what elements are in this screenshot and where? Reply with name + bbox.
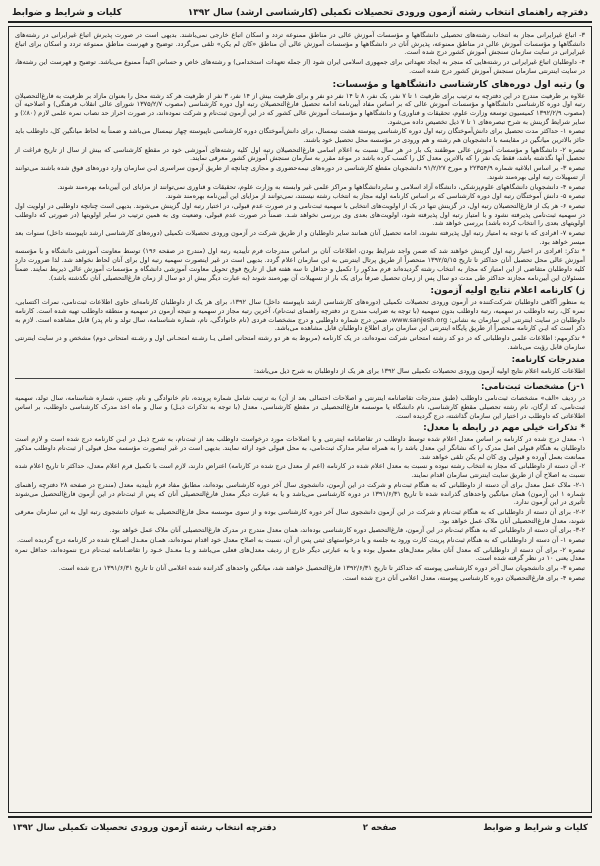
note-6: تبصره ۶- هر یک از فارغ‌التحصیلان رتبه اول، در گزینش تنها در یک از اولویت‌های انتخابی با سهمیه ثبت‌نامی و در صورت عدم قبولی، در اختیار رتبه اول گزینش می‌شوند. بدیهی است چنانچه داوطلبی در اولویت اول در سهمیه ثبت‌نامی پذیرفته نشود و با امتیاز رتبه اول پذیرفته شود، اولویت‌های بعدی وی بررسی نخواهد شـد. ضمناً در صورت عدم قبولی، وضعیت وی به همین ترتیب در سایر اولویتها (در صورتی که داوطلب اولویتهای بعدی را انتخاب کرده باشد) بررسی خواهد شد. [15,201,585,228]
note-2: تبصره ۲- دانشگاهها و مؤسسات آموزش عالی موظفند یک بار در هر سال نسبت به اعلام اسامی فارغ‌التحصیلان رتبه اول کلیه رشته‌های آموزشی خود در مقطع کارشناسی که بیش از سال از تاریخ فراغت از تحصیل آنها نگذشته باشد، فقط یک نفر را که بالاترین معدل کل را کسب کرده باشد در موعد مقرر به سازمان سنجش آموزش کشور معرفی نمایند. [15,145,585,163]
footer-title: دفترچه انتخاب رشته آزمون ورودی تحصیلات تکمیلی سال ۱۳۹۲ [12,823,277,833]
paragraph-registration-info: در ردیف «الف» مشخصات ثبت‌نامی داوطلب (طبق مندرجات تقاضانامه اینترنتی و اصلاحات احتمالی بعد از آن) به ترتیب شامل شماره پرونده، نام خانوادگی و نام، جنس، شماره شناسنامه، سال تولد، سهمیه ثبت‌نامی، کد ارگان، نام رشته تحصیلی مقطع کارشناسی، نام دانشگاه یا موسسه فارغ‌التحصیلی در مقطع کارشناسی، معدل (با توجه به تذکرات ذیـل) و سال و ماه اخذ مدرک کارشناسی داوطلب، بر اساس اطلاعاتی که داوطلب در اختیار این سازمان گذاشته، درج گردیده است. [15,394,585,420]
gpa-note-2-1: ۲-۱- ملاک عمل معدل برای آن دسته از داوطلبانی که به هنگام ثبت‌نام و شرکت در این آزمون، دانشجوی سال آخر دوره کارشناسی بوده‌اند، مطابق مفاد فرم تأییدیه معدل (مندرج در صفحه ۲۸ دفترچه راهنمای شماره ۱ این آزمون) همان میانگین واحدهای گذرانده شده تا تاریخ ۱۳۹۱/۶/۳۱ در دوره کارشناسی می‌باشد و یا به عبارت دیگر معدل فارغ‌التحصیلی آنان که پس از ثبت‌نام در این آزمون فارغ‌التحصیل می‌شوند تأثیری در این آزمون ندارد. [15,480,585,507]
subsection-title-registration-info: ۱-ز) مشخصات ثبت‌نامی: [480,382,585,393]
note-4: تبصره ۴- دانشجویان دانشگاههای علوم‌پزشکی، دانشگاه آزاد اسلامی و سایردانشگاهها و مراکز علمی غیر وابسته به وزارت علوم، تحقیقات و فناوری نمی‌توانند از مزایای این آیین‌نامه بهره‌مند شوند. [57,182,585,191]
subsection-title-card-contents: مندرجات کارنامه: [511,354,585,365]
divider [15,378,585,379]
content-frame [8,26,592,813]
header-title: دفترچه راهنمای انتخاب رشته آزمون ورودی تحصیلات تکمیلی (کارشناسی ارشد) سال ۱۳۹۲ [187,8,588,18]
gpa-tabsareh-3: تبصره ۳- برای دانشجویان سال آخر دوره کارشناسی پیوسته که حداکثر تا تاریخ ۱۳۹۲/۶/۳۱ فارغ‌التحصیل خواهند شد، میانگین واحدهای گذرانده شده اعلامی آنان تا تاریخ ۱۳۹۱/۶/۳۱ درج شده است. [58,564,585,573]
important-notice-two-majors: * تذکرمهم: اطلاعات علمی داوطلبانی که در دو کد رشته امتحانی شرکت نموده‌اند، در یک کارنامه (مربوط به هر دو رشته امتحانی اصلی یـا رشـته امتحـانی اول و رشـته امتحانی دوم) مشخص و در سایت اینترنتی سازمان قابل رؤیت می‌باشد. [15,334,585,351]
gpa-note-2: ۲- آن دسته از داوطلبانی که مجاز به انتخاب رشته نبوده و نسبت به معدل اعلام شده در کارنامه (اعم از معدل درج شده در کارنامه) اعتراض دارند، لازم است با تکمیل فرم اعلام معدل، حداکثر تا تاریخ اعلام شده نسبت به اصلاح آن از طریق سایت اینترنتی سازمان اقدام نمایند. [15,462,585,480]
important-notice-top-graduates: * تذکر: افرادی در اختیار رتبه اول گزینش خواهند شد که ضمن واجد شرایط بودن، اطلاعات آنان بر اساس مندرجات فرم تأییدیه رتبه اول (مندرج در صفحه ۱۹۶) توسط معاونت آموزشی دانشگاه و یا مؤسسه آموزش عالی محل تحصیل آنان حداکثر تا تاریخ ۱۳۹۲/۵/۱۵ منحصراً از طریق پرتال اینترنتی به این سازمان اعلام گردد. بدیهی است در غیر اینصورت سهمیه رتبه اول برای آنان لحاظ نخواهد شد. لذا ضرورت دارد کلیه داوطلبان متقاضی از این امتیاز که مجاز به انتخاب رشته گردیده‌اند فرم مذکور را تکمیل و حداقل تا سه هفته قبل از تاریخ فوق تحویل معاونت آموزشی دانشگاه و مؤسسات آموزش عالی ذیربط نمایند. ضمناً مسئولان این آیین‌نامه مجازند حداکثر طی مدت دو سال پس از زمان تحصیل صرفاً برای یک بار از تسهیلات آن بهره‌مند شوند (به عبارت دیگر بیش از دو سال از زمان فارغ‌التحصیلی آنان نگذشته باشد). [15,247,585,282]
note-7: تبصره ۷- افرادی که با توجه به امتیاز رتبه اول پذیرفته نشوند، ادامه تحصیل آنان همانند سایر داوطلبان و از طریق شرکت در آزمون ورودی تحصیلات تکمیلی (دوره‌های کارشناسی ارشد ناپیوسته داخل) سنوات بعد میسر خواهد بود. [15,229,585,246]
note-3: تبصره ۳- بر اساس ابلاغیه شماره ۲۲۳۵۴/۹ و مورخ ۹۱/۲/۲۷ دانشجویان مقطع کارشناسی در دوره‌های نیمه‌حضوری و مجازی چنانچه از طریق آزمون سراسری ایـن سازمان وارد دوره‌های فوق شده باشند می‌توانند از تسهیلات رتبه اولی بهره‌مند شوند. [15,164,585,181]
gpa-note-2-2: ۲-۲- برای آن دسته از داوطلبانی که به هنگام ثبت‌نام و شرکت در این آزمون دانشجوی سال آخر دوره کارشناسی بوده و از سوی موسسه محل فارغ‌التحصیلی به عنوان دانشجوی رتبه اول به این سازمان معرفی شوند، معدل فارغ‌التحصیلی آنان ملاک عمل خواهد بود. [15,507,585,525]
footer-section: کلیات و شرایط و ضوابط [483,823,588,833]
gpa-tabsareh-1: تبصره ۱- آن دسته از داوطلبانی که به هنگام ثبت‌نام پرینت کارت ورود به جلسه و یا درخواستهای ثبتی پس از آن، نسبت به اصلاح معدل خود اقدام نموده‌اند، همـان معـدل اصـلاح شده در کارنامه درج گردیده است. [16,536,585,545]
gpa-note-2-3: ۳-۲- برای آن دسته از داوطلبانی که به هنگام ثبت‌نام در این آزمون، فارغ‌التحصیل دوره کارشناسی بوده‌اند، همان معدل مندرج در مدرک فارغ‌التحصیلی آنان ملاک عمل خواهد بود. [109,526,585,535]
header-section: کلیات و شرایط و ضوابط [12,8,122,18]
gpa-tabsareh-4: تبصره ۴- برای فارغ‌التحصیلان دوره کارشناسی پیوسته، معدل اعلامی آنان درج شده است. [342,573,585,582]
section-title-initial-results: ز) کارنامه اعلام نتایج اولیه آزمون: [430,285,585,297]
paragraph-top-graduates-quota: علاوه بر ظرفیت مندرج در این دفترچه به ترتیب برای ظرفیت ۱ تا ۷ نفر، یک نفر، ۸ تا ۱۴ نفر دو نفر و برای ظرفیت بیش از ۱۴ نفر، ۳ نفر از ظرفیت هر کد رشته محل را بعنوان مازاد بر ظرفیت به فارغ‌التحصیلان رتبه اول دوره کارشناسی دانشگاهها و مؤسسات آموزش عالی که بر اساس مفاد آیین‌نامه ادامه تحصیل فارغ‌التحصیلان رتبه اول دوره کارشناسی (مصوب ۱۳۷۵/۲/۷ شورای عالی انقلاب فرهنگی) و اصلاحیه آن (مصوب ۱۳۹۲/۲/۹ کمیسیون توسعه وزارت علوم، تحقیقات و فناوری) و دانشگاهها و مؤسسات آموزش عالی کشور که در این آزمون ثبت‌نام و شرکت نموده‌اند، در صورت احراز حد نصاب نمره علمی لازم (۸۰٪) و سایر شرایط گزینش به شرح تبصره‌های ۱ تا ۷ ذیل تخصیص داده می‌شود. [15,91,586,126]
page-number: صفحه ۲ [362,823,397,833]
subsection-title-gpa-notes: * تذکرات خیلی مهم در رابطه با معدل: [423,423,585,434]
note-5: تبصره ۵- دانش آموختگان رتبه اول دوره کارشناسی که بر اساس کارنامه اولیه مجاز به انتخاب رشته نیستند، نمی‌توانند از مزایای این آیین‌نامه بهره‌مند شوند. [165,192,585,201]
paragraph-foreign-restricted-areas: ۳- اتباع غیرایرانی مجاز به انتخاب رشته‌های تحصیلی دانشگاهها و مؤسسات آموزش عالی در مناطق ممنوعه تردد و اسکان اتباع خارجی نمی‌باشند. بدیهی است در صورت پذیرش اتباع غیرایرانی در رشته‌های دانشگاهها و مؤسسات آموزش عالی در مناطق ممنوعه، پذیرش آنان در دانشگاهها و مؤسسات آموزش عالی آن مناطق «کان لم یکن» تلقی می‌گردد. توضیح و فهرست مناطق ممنوعه تردد و اسکان برای اتباع غیرایرانی در سایت سازمان سنجش آموزش کشور درج شده است. [15,31,585,57]
paragraph-results-card: به منظور آگاهی داوطلبان شرکت‌کننده در آزمون ورودی تحصیلات تکمیلی (دوره‌های کارشناسی ارشد ناپیوسته داخل) سال ۱۳۹۲، برای هر یک از داوطلبان کارنامه‌ای حاوی اطلاعات ثبت‌نامی، نمرات اکتسابی، نمره کل، رتبه داوطلب در سهمیه، رتبه داوطلب بدون سهمیه (با توجه به ضرایب مندرج در دفترچه راهنمای ثبت‌نام)، آخرین رتبه مجاز در سهمیه و نتیجه آزمون در سهمیه و منطقه داوطلب تهیه شده است. کارنامه داوطلبان در سایت اینترنتی این سازمان به نشانی: www.sanjesh.org، ضمن درج شماره داوطلبی و درج مشخصات فردی (نام خانوادگی، نام، شماره شناسنامه، سال تولد و نام پدر) قابل مشاهده است. لازم به ذکر است که ایـن کارنامه منحصراً از طریق پایگاه اینترنتی این سازمان برای اطلاع داوطلبان قابل مشاهده می‌باشد. [15,298,586,333]
section-title-top-graduates: و) رتبه اول دوره‌های کارشناسی دانشگاهها و مؤسسات: [332,78,585,90]
gpa-tabsareh-2: تبصره ۲- برای آن دسته از داوطلبانی که معدل آنان مغایر معدل‌های معمول بوده و یا به عبارتی دیگر خارج از ردیف معدل‌های فعلی می‌باشد و یـا معـدل خـود را تقاضـانامه ثبت‌نام درج ننموده‌اند، حداقل نمره معدل یعنی ۱۰ در نظر گرفته شده است. [15,545,585,563]
page-footer [8,816,592,833]
page-header [8,6,592,23]
gpa-note-1: ۱- معدل درج شده در کارنامه بر اساس معدل اعلام شده توسط داوطلب در تقاضانامه اینترنتی و یا اصلاحات مورد درخواست داوطلب بعد از ثبت‌نام، به شرح ذیـل در ایـن کارنامه درج شده است و لازم است داوطلبان به هنگام قبولی اصل مدرک را که نشانگر این معدل باشد را به همراه سایر مدارک ثبت‌نامی، به محل قبولی خود ارائه نمایند. بدیهی است در غیر اینصورت مؤسسه محل قبولی از ثبت‌نام داوطلب مذکور ممانعت بعمل آورده و قبولی وی کان لم یکن تلقی خواهد شد. [15,435,585,461]
paragraph-foreign-obligations: ۴- داوطلبان اتباع غیرایرانی در رشته‌هایی که منجر به ایجاد تعهداتی برای جمهوری اسلامی ایران شود (از جمله تعهدات استخدامی) و رشته‌های خاص و حساس اکیداً ممنوع می‌باشد. توضیح و فهرست این رشته‌ها، در سایت اینترنتی سازمان سنجش آموزش کشور درج شده است. [15,58,585,75]
note-1: تبصره ۱- حداکثر مدت تحصیل برای دانش‌آموختگان رتبه اول دوره کارشناسی پیوسته هشت نیمسال، برای دانش‌آموختگان دوره کارشناسی ناپیوسته چهار نیمسال می‌باشد و ضمناً به لحاظ میانگین کل، داوطلب باید حائز بالاترین میانگین در مقایسه با دانشجویان هم رشته و هم ورودی در مؤسسه محل تحصیل خود باشند. [15,127,585,145]
paragraph-card-contents: اطلاعات کارنامه اعلام نتایج اولیه آزمون ورودی تحصیلات تکمیلی سال ۱۳۹۲ برای هر یک از داوطلبان به شرح ذیل می‌باشد: [253,366,585,375]
